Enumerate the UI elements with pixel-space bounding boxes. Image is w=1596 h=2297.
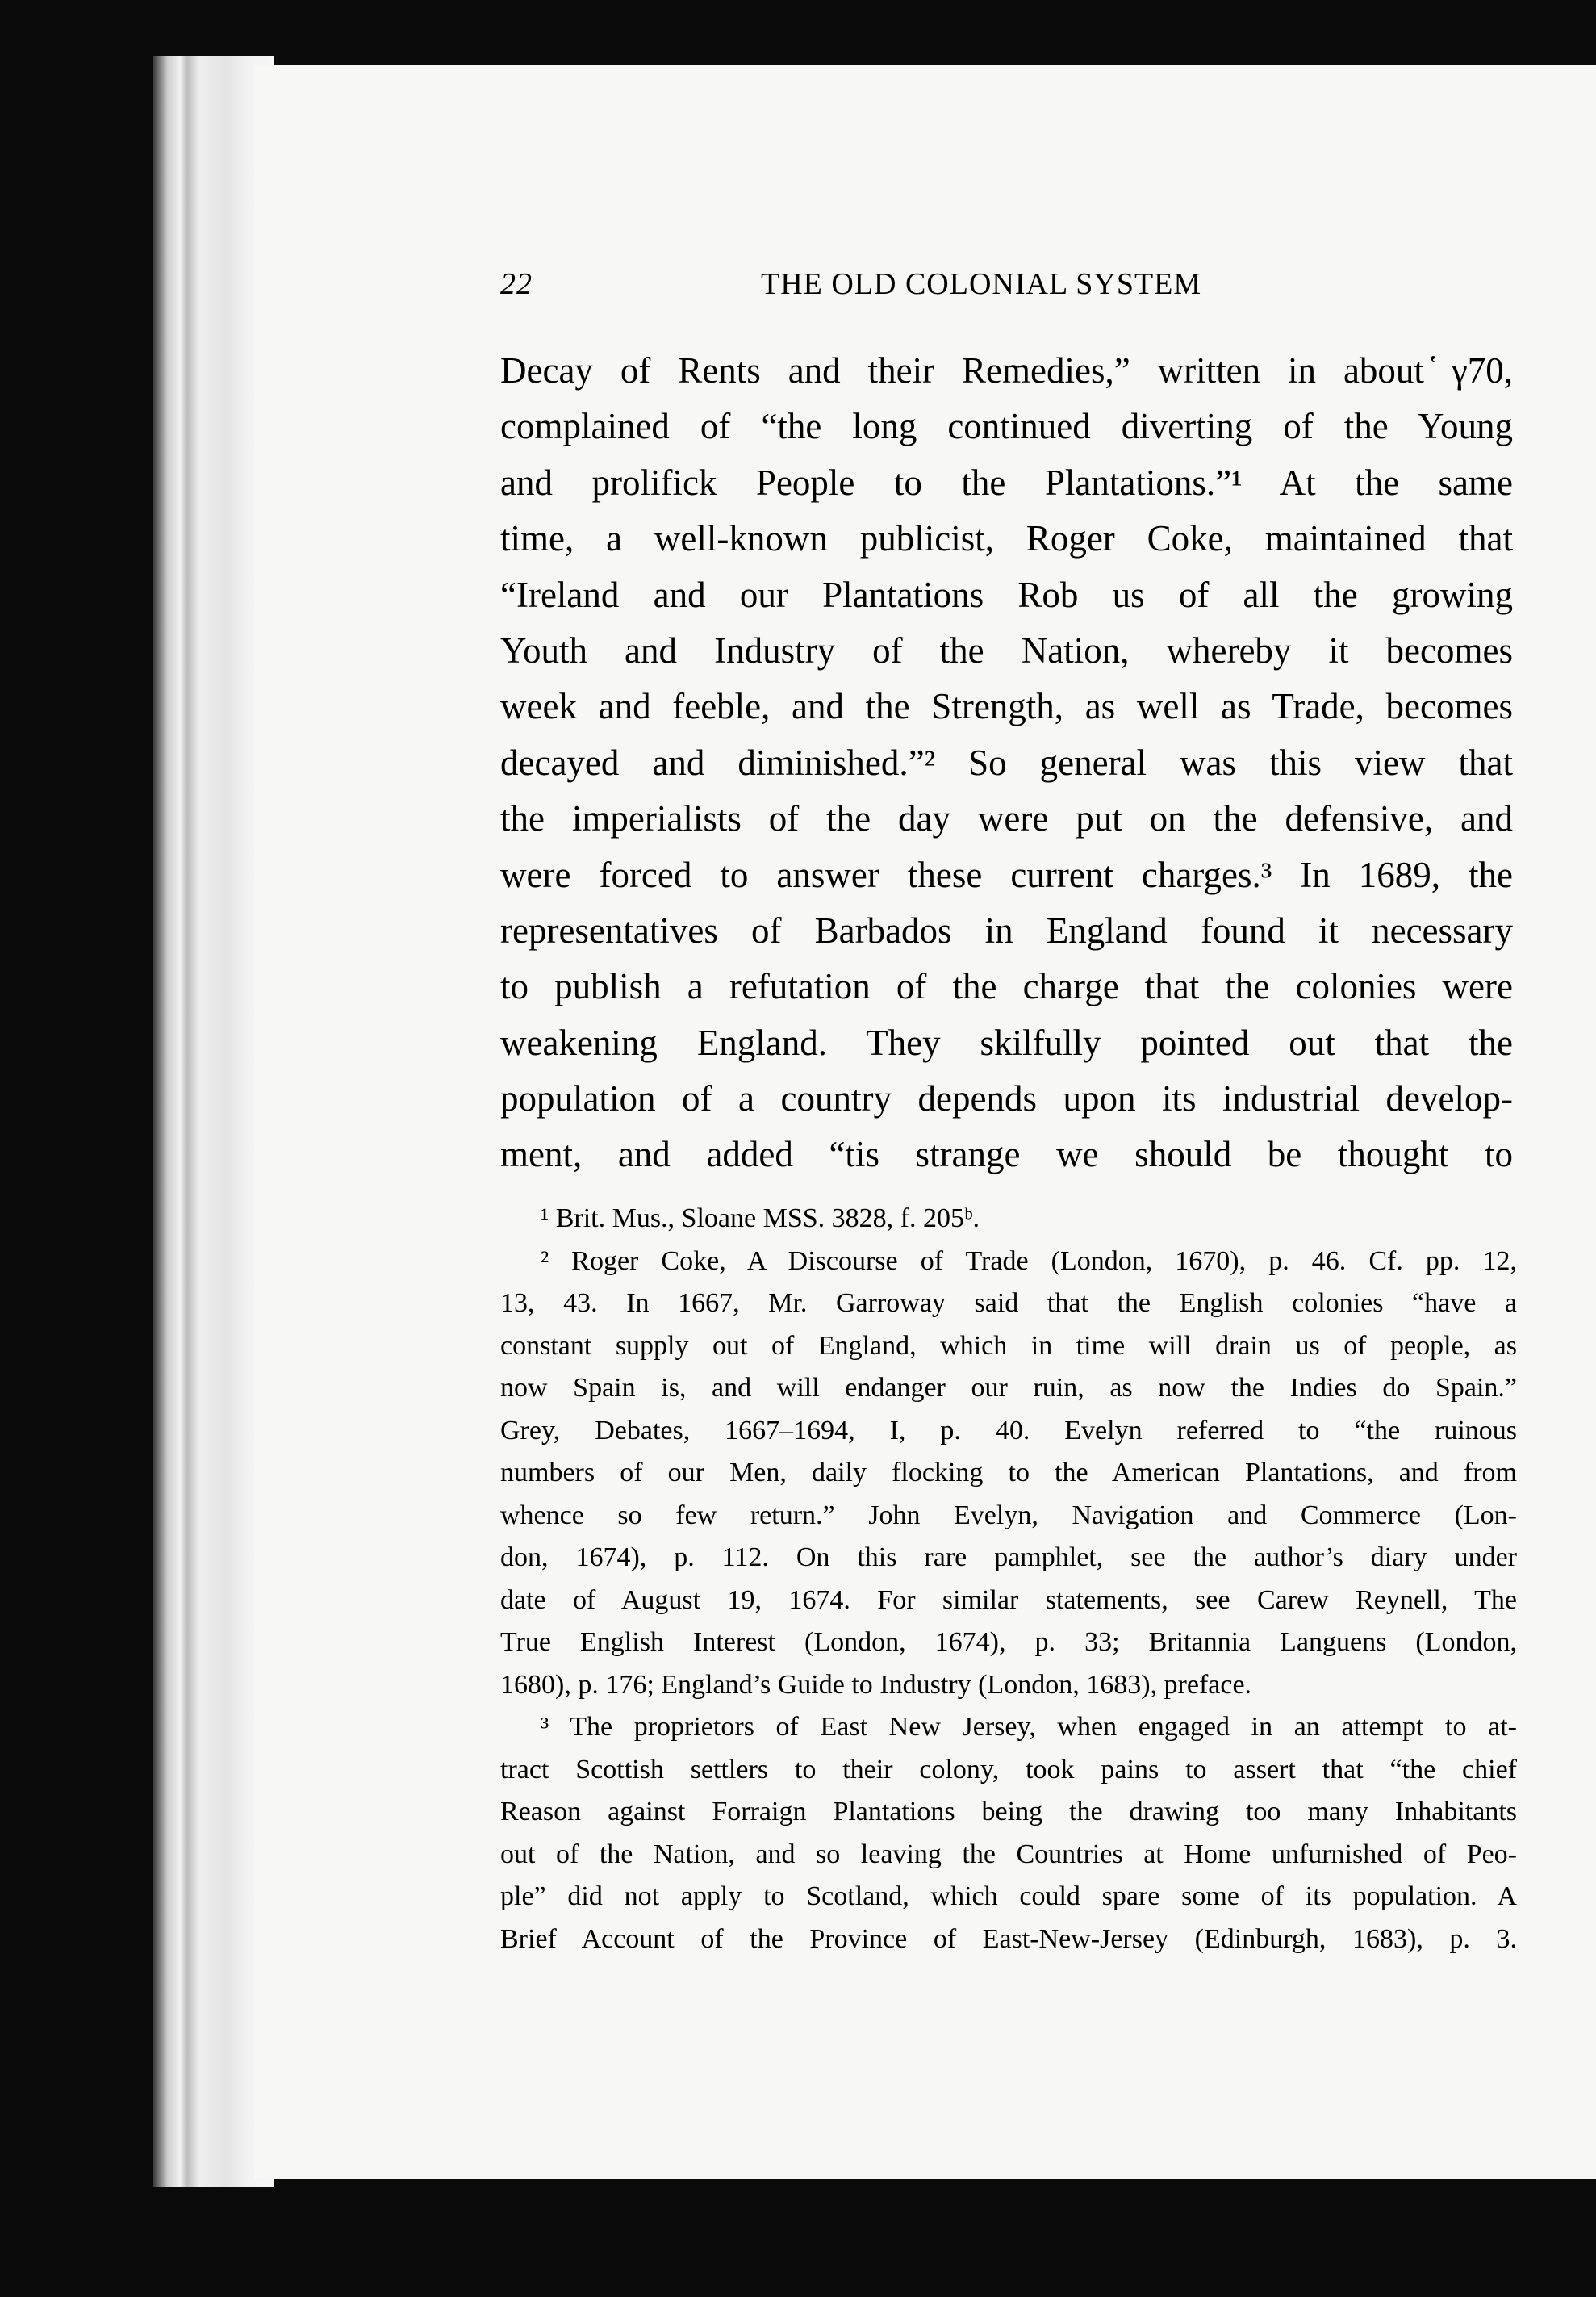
footnote-line: ² Roger Coke, A Discourse of Trade (London, 1670), p. 46. Cf. pp. 12,: [541, 1245, 1517, 1276]
body-line: to publish a refutation of the charge that the colonies were: [500, 966, 1513, 1007]
footnote-line: date of August 19, 1674. For similar statements, see Carew Reynell, The: [500, 1584, 1517, 1615]
footnote-line: numbers of our Men, daily flocking to the American Plantations, and from: [500, 1458, 1517, 1487]
footnote-line: now Spain is, and will endanger our ruin, as now the Indies do Spain.”: [500, 1373, 1517, 1403]
running-head: THE OLD COLONIAL SYSTEM: [761, 267, 1202, 301]
body-line: and prolifick People to the Plantations.”¹ At the same: [500, 462, 1513, 503]
body-line: ment, and added “tis strange we should be thought to: [500, 1134, 1513, 1175]
footnote-line: don, 1674), p. 112. On this rare pamphlet, see the author’s diary under: [500, 1542, 1517, 1572]
body-line: complained of “the long continued diverting of the Young: [500, 406, 1513, 447]
footnote-2: [500, 1241, 1517, 1707]
footnotes: [500, 1198, 1517, 1960]
footnote-line: True English Interest (London, 1674), p. 33; Britannia Languens (London,: [500, 1627, 1517, 1657]
footnote-line: out of the Nation, and so leaving the Countries at Home unfurnished of Peo-: [500, 1839, 1517, 1869]
body-line: time, a well-known publicist, Roger Coke, maintained that: [500, 518, 1513, 559]
footnote-line: Brief Account of the Province of East-New-Jersey (Edinburgh, 1683), p. 3.: [500, 1923, 1517, 1954]
body-line: “Ireland and our Plantations Rob us of all the growing: [500, 574, 1513, 615]
footnote-3: [500, 1706, 1517, 1960]
body-line: week and feeble, and the Strength, as well as Trade, becomes: [500, 686, 1513, 727]
body-line: representatives of Barbados in England found it necessary: [500, 910, 1513, 951]
body-text: [500, 343, 1513, 1183]
footnote-line: 1680), p. 176; England’s Guide to Industry (London, 1683), preface.: [500, 1669, 1252, 1700]
footnote-line: constant supply out of England, which in time will drain us of people, as: [500, 1330, 1517, 1361]
footnote-line: whence so few return.” John Evelyn, Navigation and Commerce (Lon-: [500, 1500, 1517, 1530]
footnote-line: Grey, Debates, 1667–1694, I, p. 40. Evelyn referred to “the ruinous: [500, 1415, 1517, 1446]
body-line: decayed and diminished.”² So general was this view that: [500, 742, 1513, 783]
footnote-1: [500, 1198, 1517, 1241]
footnote-line: tract Scottish settlers to their colony, took pains to assert that “the chief: [500, 1754, 1517, 1784]
body-line: weakening England. They skilfully pointed out that the: [500, 1022, 1513, 1063]
footnote-line: 13, 43. In 1667, Mr. Garroway said that the English colonies “have a: [500, 1288, 1517, 1318]
footnote-line: ple” did not apply to Scotland, which could spare some of its population. A: [500, 1881, 1517, 1911]
footnote-line: Reason against Forraign Plantations being the drawing too many Inhabitants: [500, 1797, 1517, 1826]
body-line: Youth and Industry of the Nation, whereby it becomes: [500, 630, 1513, 671]
page-header: [500, 266, 1549, 315]
body-line: population of a country depends upon its industrial develop-: [500, 1078, 1513, 1119]
footnote-line: ¹ Brit. Mus., Sloane MSS. 3828, f. 205ᵇ.: [541, 1203, 980, 1233]
page-number: 22: [500, 267, 533, 301]
footnote-line: ³ The proprietors of East New Jersey, when engaged in an attempt to at-: [541, 1712, 1517, 1742]
body-line: Decay of Rents and their Remedies,” written in about ҅γ70,: [500, 350, 1513, 391]
body-line: the imperialists of the day were put on the defensive, and: [500, 798, 1513, 839]
body-line: were forced to answer these current charges.³ In 1689, the: [500, 854, 1513, 895]
